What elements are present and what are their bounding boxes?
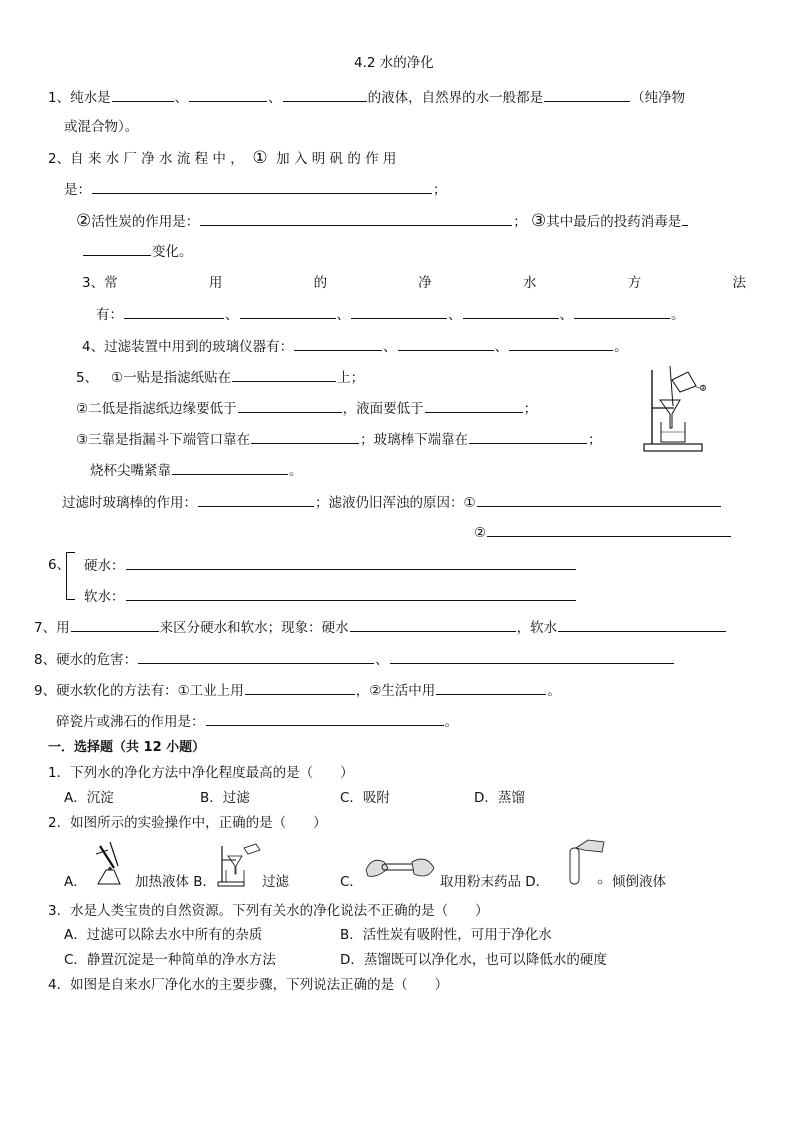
blank[interactable] [682,211,688,226]
brace [66,552,75,600]
choice3-stem: 3．水是人类宝贵的自然资源。下列有关水的净化说法不正确的是（ ） [48,903,489,919]
q6-hard: 硬水： [84,555,577,575]
q2-line3: ②活性炭的作用是： ； ③其中最后的投药消毒是 [76,211,689,231]
choice3-option-a[interactable]: A．过滤可以除去水中所有的杂质 [64,927,263,943]
blank[interactable] [200,211,512,226]
blank[interactable] [245,680,355,695]
q6-num: 6、 [48,557,71,573]
blank[interactable] [189,87,267,102]
choice1-option-c[interactable]: C．吸附 [340,790,390,806]
choice3-option-b[interactable]: B．活性炭有吸附性，可用于净化水 [340,927,552,943]
choice1-stem: 1．下列水的净化方法中净化程度最高的是（ ） [48,765,354,781]
blank[interactable] [92,179,432,194]
stand-base [644,444,702,451]
q9-line1: 9、硬水软化的方法有：①工业上用 ，②生活中用 。 [34,680,561,700]
blank[interactable] [558,617,726,632]
blank[interactable] [544,87,630,102]
funnel [660,400,680,428]
blank[interactable] [206,711,444,726]
q5-line3: ③三靠是指漏斗下端管口靠在 ；玻璃棒下端靠在 ； [76,429,602,449]
page-title: 4.2 水的净化 [354,55,434,71]
blank[interactable] [138,649,374,664]
blank[interactable] [238,398,342,413]
choice3-option-d[interactable]: D．蒸馏既可以净化水，也可以降低水的硬度 [340,952,607,968]
choice3-option-c[interactable]: C．静置沉淀是一种简单的净水方法 [64,952,276,968]
choice2-option-d-text: 倾倒液体 [612,874,666,890]
pouring-liquid-figure [554,838,608,888]
blank[interactable] [112,87,174,102]
filtration-apparatus-figure [640,362,716,454]
blank[interactable] [469,429,587,444]
blank[interactable] [172,460,288,475]
q2-line2: 是： ； [64,179,447,199]
choice1-option-a[interactable]: A．沉淀 [64,790,114,806]
choice1-option-d[interactable]: D．蒸馏 [474,790,525,806]
q1-line2: 或混合物）。 [64,119,139,135]
choice2-option-a[interactable]: A． [64,874,87,890]
choice2-option-b-text: 过滤 [262,874,289,890]
blank[interactable] [283,87,367,102]
blank[interactable] [240,304,336,319]
q4-line: 4、过滤装置中用到的玻璃仪器有： 、 、 。 [82,336,628,356]
blank[interactable] [83,241,151,256]
blank[interactable] [126,555,576,570]
blank[interactable] [350,617,516,632]
q5-line1: 5、 ①一贴是指滤纸贴在 上； [76,367,364,387]
blank[interactable] [390,649,674,664]
blank[interactable] [487,522,731,537]
q2-line1: 2、自 来 水 厂 净 水 流 程 中 ， ① 加 入 明 矾 的 作 用 [48,148,397,168]
pouring-beaker [672,372,696,392]
blank[interactable] [425,398,523,413]
q9-line2: 碎瓷片或沸石的作用是： 。 [56,711,458,731]
q1-line1: 1、纯水是 、 、 的液体，自然界的水一般都是 （纯净物 [48,87,685,107]
blank[interactable] [232,367,336,382]
q5-line4: 烧杯尖嘴紧靠 。 [90,460,303,480]
heating-liquid-figure [88,840,134,888]
q7-line: 7、用 来区分硬水和软水；现象：硬水 ，软水 [34,617,727,637]
blank[interactable] [574,304,670,319]
blank[interactable] [251,429,359,444]
blank[interactable] [198,492,314,507]
blank[interactable] [398,336,494,351]
blank[interactable] [126,586,576,601]
blank[interactable] [124,304,224,319]
blank[interactable] [71,617,159,632]
blank[interactable] [463,304,559,319]
blank[interactable] [509,336,613,351]
q3-line2: 有： 、 、 、 、 。 [96,304,685,324]
q2-line4: 变化。 [82,241,193,261]
blank[interactable] [351,304,447,319]
q5-line5: 过滤时玻璃棒的作用： ；滤液仍旧浑浊的原因：① [62,492,722,512]
q8-line: 8、硬水的危害： 、 [34,649,675,669]
q6-soft: 软水： [84,586,577,606]
choice4-stem: 4．如图是自来水厂净化水的主要步骤，下列说法正确的是（ ） [48,977,449,993]
section-heading: 一．选择题（共 12 小题） [48,740,206,755]
choice2-stem: 2．如图所示的实验操作中，正确的是（ ） [48,815,327,831]
blank[interactable] [436,680,546,695]
q3-line1: 3、常 用 的 净 水 方 法 [82,275,746,291]
choice2-option-a-text: 加热液体 B． [135,874,217,890]
q5-line2: ②二低是指滤纸边缘要低于 ，液面要低于 ； [76,398,537,418]
blank[interactable] [294,336,382,351]
choice2-option-c[interactable]: C． [340,874,363,890]
blank[interactable] [477,492,721,507]
powder-taking-figure [362,850,438,884]
figure-label: ① [700,384,707,392]
choice1-option-b[interactable]: B．过滤 [200,790,250,806]
filtration-figure [216,842,262,888]
choice2-option-c-text: 取用粉末药品 D． [440,874,550,890]
q5-line6: ② [474,522,732,542]
